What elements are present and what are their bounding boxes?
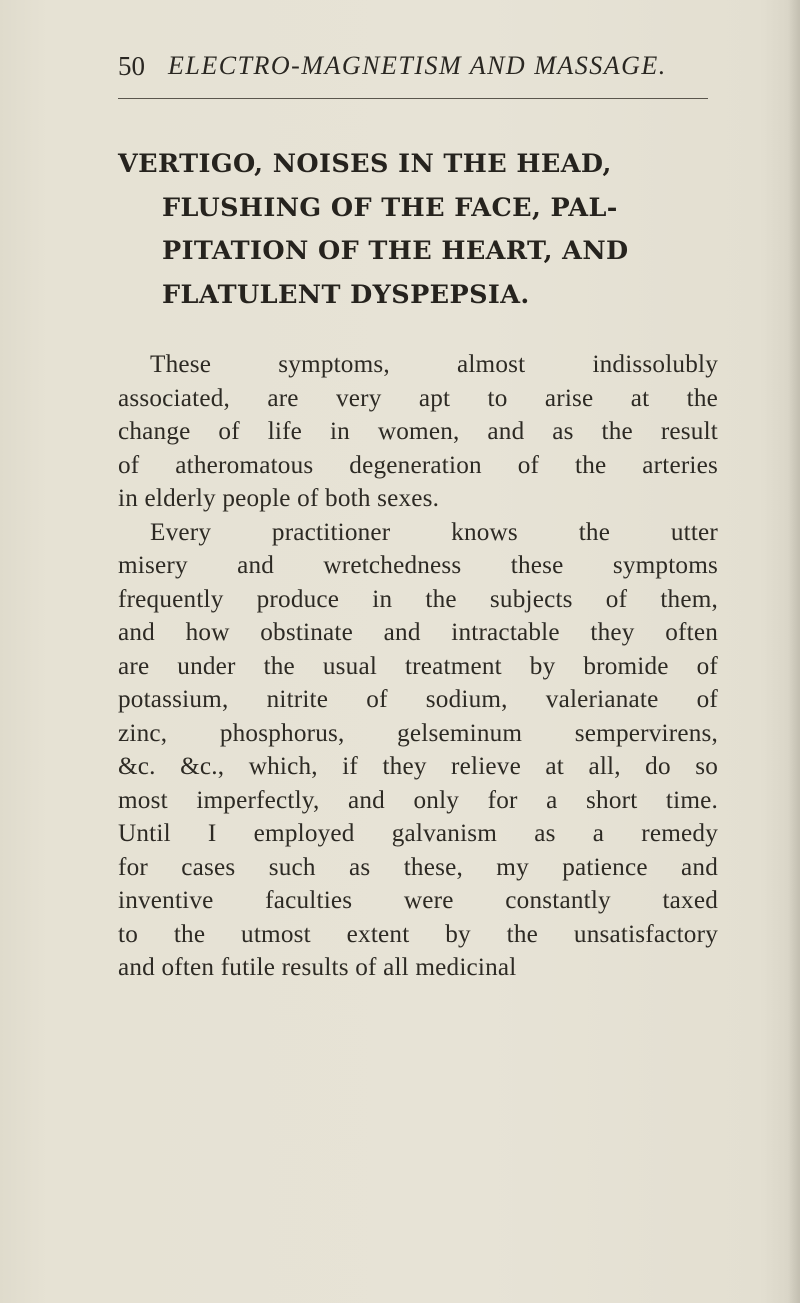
heading-line: PITATION OF THE HEART, AND: [162, 236, 629, 266]
running-title: ELECTRO-MAGNETISM AND MASSAGE.: [168, 51, 667, 80]
text-line: potassium, nitrite of sodium, valerianate of: [118, 686, 718, 713]
page-number: 50: [118, 51, 145, 81]
text-line: are under the usual treatment by bromide of: [118, 652, 718, 680]
text-line: for cases such as these, my patience and: [118, 853, 718, 881]
heading-line: FLUSHING OF THE FACE, PAL-: [162, 192, 618, 223]
heading-line: VERTIGO, NOISES IN THE HEAD,: [118, 149, 612, 179]
text-line: of atheromatous degeneration of the arteries: [118, 451, 718, 479]
text-line: to the utmost extent by the unsatisfactory: [118, 920, 718, 948]
text-line: Until I employed galvanism as a remedy: [118, 820, 718, 847]
header-rule: [118, 98, 708, 99]
text-line: Every practitioner knows the utter: [150, 518, 718, 546]
text-line: and often futile results of all medicinal: [118, 954, 517, 981]
body-text: [118, 348, 718, 985]
text-line: and how obstinate and intractable they often: [118, 619, 718, 646]
text-line: change of life in women, and as the result: [118, 418, 718, 445]
text-line: &c. &c., which, if they relieve at all, do so: [118, 753, 718, 780]
heading-line: FLATULENT DYSPEPSIA.: [162, 279, 530, 310]
text-line: misery and wretchedness these symptoms: [118, 552, 718, 579]
text-line: frequently produce in the subjects of them,: [118, 585, 718, 613]
page-header: [118, 48, 718, 88]
text-line: in elderly people of both sexes.: [118, 485, 440, 512]
text-line: inventive faculties were constantly taxed: [118, 887, 718, 914]
section-heading: [118, 143, 718, 317]
text-line: These symptoms, almost indissolubly: [150, 351, 718, 378]
text-line: most imperfectly, and only for a short time.: [118, 786, 718, 814]
text-line: associated, are very apt to arise at the: [118, 384, 718, 412]
page-edge-shadow: [788, 0, 800, 1303]
text-line: zinc, phosphorus, gelseminum sempervirens,: [118, 719, 718, 747]
